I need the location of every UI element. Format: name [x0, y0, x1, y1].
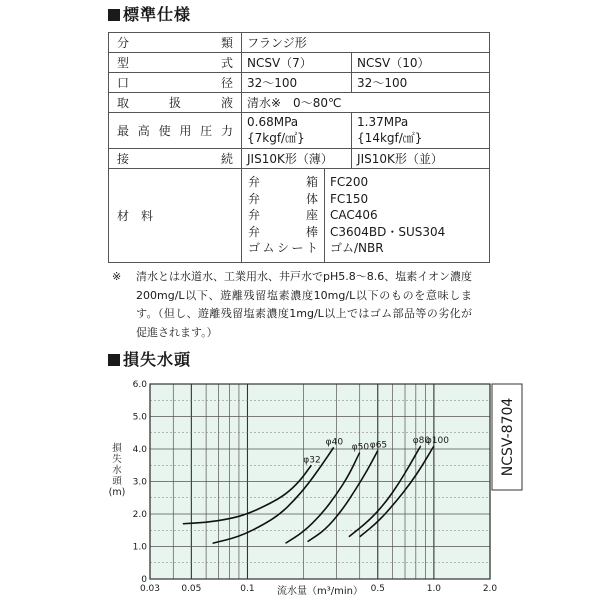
part-value: CAC406 — [330, 208, 378, 223]
classification-value: フランジ形 — [242, 33, 490, 53]
table-row — [109, 73, 490, 93]
y-tick-label: 4.0 — [132, 445, 147, 455]
model-label: 型 式 — [109, 53, 242, 73]
series-label: φ80 — [412, 435, 431, 446]
part-name-stem: 弁 棒 — [248, 224, 318, 239]
material-values — [325, 169, 490, 263]
part-name-disc: 弁 体 — [248, 191, 318, 206]
model-value-10: NCSV（10） — [352, 53, 490, 73]
pressure-label: 最 高 使 用 圧 力 — [109, 113, 242, 149]
fluid-value: 清水※ 0～80℃ — [242, 93, 490, 113]
bore-value-7: 32～100 — [242, 73, 352, 93]
classification-label: 分 類 — [109, 33, 242, 53]
square-bullet-icon — [108, 9, 120, 21]
y-axis-label-char: (m) — [108, 487, 126, 498]
series-label: φ32 — [303, 455, 321, 466]
y-tick-label: 5.0 — [132, 412, 147, 423]
head-loss-section-title: 損失水頭 — [108, 347, 191, 370]
x-tick-label: 0.1 — [240, 584, 255, 594]
footnote-text: 清水とは水道水、工業用水、井戸水でpH5.8～8.6、塩素イオン濃度200mg/L以下、遊離残留塩素濃度10mg/L以下のものを意味します。（但し、遊離残留塩素濃度1mg/L以上ではゴム部品等の劣化が促進されます。） — [136, 270, 472, 339]
table-row — [109, 93, 490, 113]
part-value: FC150 — [330, 191, 369, 206]
series-label: φ40 — [325, 437, 344, 448]
y-tick-label: 2.0 — [132, 510, 147, 520]
x-tick-label: 2.0 — [482, 584, 498, 594]
part-value: C3604BD・SUS304 — [330, 224, 446, 239]
y-tick-label: 3.0 — [132, 477, 147, 488]
table-row — [109, 113, 490, 149]
footnote — [112, 268, 472, 342]
y-tick-label: 6.0 — [132, 380, 147, 390]
part-value: ゴム/NBR — [330, 241, 384, 256]
series-label: φ50 — [351, 442, 370, 453]
model-label: NCSV-8704 — [500, 397, 516, 477]
material-label: 材 料 — [109, 169, 242, 263]
part-value: FC200 — [330, 175, 369, 190]
bore-label: 口 径 — [109, 73, 242, 93]
y-axis-label-char: 損 — [112, 443, 122, 454]
table-row — [109, 169, 490, 263]
pressure-value-7: 0.68MPa {7kgf/㎠} — [242, 113, 352, 149]
part-name-body: 弁 箱 — [248, 175, 318, 190]
series-label: φ100 — [425, 435, 450, 446]
table-row — [109, 33, 490, 53]
table-row — [109, 149, 490, 169]
x-tick-label: 0.03 — [139, 584, 161, 594]
y-tick-label: 0 — [141, 575, 147, 585]
series-label: φ65 — [369, 440, 388, 451]
y-axis-label-char: 失 — [112, 454, 122, 465]
bore-value-10: 32～100 — [352, 73, 490, 93]
head-loss-chart — [0, 360, 600, 600]
fluid-label: 取 扱 液 — [109, 93, 242, 113]
material-parts — [242, 169, 325, 263]
spec-table — [108, 32, 490, 263]
y-axis-label-char: 水 — [112, 465, 122, 476]
pressure-value-10: 1.37MPa {14kgf/㎠} — [352, 113, 490, 149]
table-row — [109, 53, 490, 73]
part-name-seat: 弁 座 — [248, 208, 318, 223]
part-name-rubber: ゴ ム シ ー ト — [248, 241, 318, 256]
x-tick-label: 0.05 — [181, 584, 202, 594]
spec-section-title: 標準仕様 — [108, 2, 191, 25]
x-tick-label: 0.5 — [370, 584, 385, 594]
x-tick-label: 1.0 — [426, 584, 442, 594]
x-axis-label: 流水量（m³/min） — [277, 586, 363, 597]
connection-label: 接 続 — [109, 149, 242, 169]
connection-value-10: JIS10K形（並） — [352, 149, 490, 169]
y-axis-label-char: 頭 — [112, 476, 122, 487]
y-tick-label: 1.0 — [132, 542, 147, 553]
connection-value-7: JIS10K形（薄） — [242, 149, 352, 169]
model-value-7: NCSV（7） — [242, 53, 352, 73]
footnote-mark: ※ — [112, 270, 122, 283]
